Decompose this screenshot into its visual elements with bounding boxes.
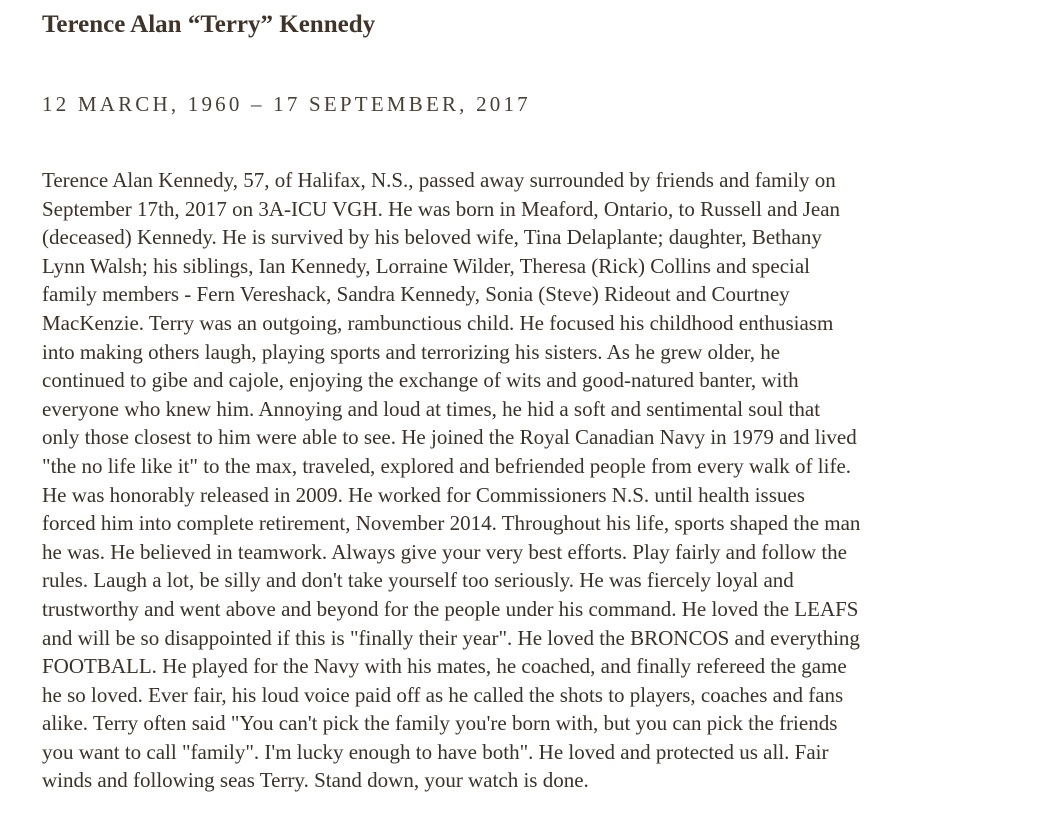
body-line: alike. Terry often said "You can't pick the family you're born with, but you can pick the friends — [42, 711, 838, 736]
life-dates: 12 MARCH, 1960 – 17 SEPTEMBER, 2017 — [42, 92, 531, 116]
body-line: Lynn Walsh; his siblings, Ian Kennedy, Lorraine Wilder, Theresa (Rick) Collins and special — [42, 253, 811, 278]
body-line: FOOTBALL. He played for the Navy with his mates, he coached, and finally refereed the game — [42, 654, 847, 679]
body-line: MacKenzie. Terry was an outgoing, rambunctious child. He focused his childhood enthusiasm — [42, 310, 834, 335]
body-line: Terence Alan Kennedy, 57, of Halifax, N.S., passed away surrounded by friends and family on — [42, 168, 836, 192]
body-line: and will be so disappointed if this is "finally their year". He loved the BRONCOS and everything — [42, 625, 860, 650]
body-line: he was. He believed in teamwork. Always give your very best efforts. Play fairly and follow the — [42, 539, 847, 564]
obituary-title: Terence Alan “Terry” Kennedy — [42, 11, 376, 38]
body-line: forced him into complete retirement, November 2014. Throughout his life, sports shaped the man — [42, 511, 861, 536]
body-line: September 17th, 2017 on 3A-ICU VGH. He was born in Meaford, Ontario, to Russell and Jean — [42, 196, 841, 221]
body-line: rules. Laugh a lot, be silly and don't take yourself too seriously. He was fiercely loyal and — [42, 568, 794, 593]
body-line: he so loved. Ever fair, his loud voice paid off as he called the shots to players, coaches and fans — [42, 682, 844, 707]
body-line: everyone who knew him. Annoying and loud at times, he hid a soft and sentimental soul that — [42, 396, 821, 421]
body-line: into making others laugh, playing sports and terrorizing his sisters. As he grew older, he — [42, 339, 781, 364]
body-line: family members - Fern Vereshack, Sandra Kennedy, Sonia (Steve) Rideout and Courtney — [42, 282, 790, 307]
body-line: continued to gibe and cajole, enjoying the exchange of wits and good-natured banter, with — [42, 368, 799, 393]
body-line: winds and following seas Terry. Stand down, your watch is done. — [42, 768, 589, 793]
body-line: "the no life like it" to the max, traveled, explored and befriended people from every walk of life. — [42, 453, 852, 478]
body-line: (deceased) Kennedy. He is survived by his beloved wife, Tina Delaplante; daughter, Bethany — [42, 225, 822, 250]
body-line: He was honorably released in 2009. He worked for Commissioners N.S. until health issues — [42, 482, 805, 507]
body-line: trustworthy and went above and beyond for the people under his command. He loved the LEAFS — [42, 596, 859, 621]
obituary-body — [42, 166, 1032, 795]
body-line: you want to call "family". I'm lucky enough to have both". He loved and protected us all. Fair — [42, 739, 829, 764]
body-line: only those closest to him were able to see. He joined the Royal Canadian Navy in 1979 and lived — [42, 425, 857, 450]
